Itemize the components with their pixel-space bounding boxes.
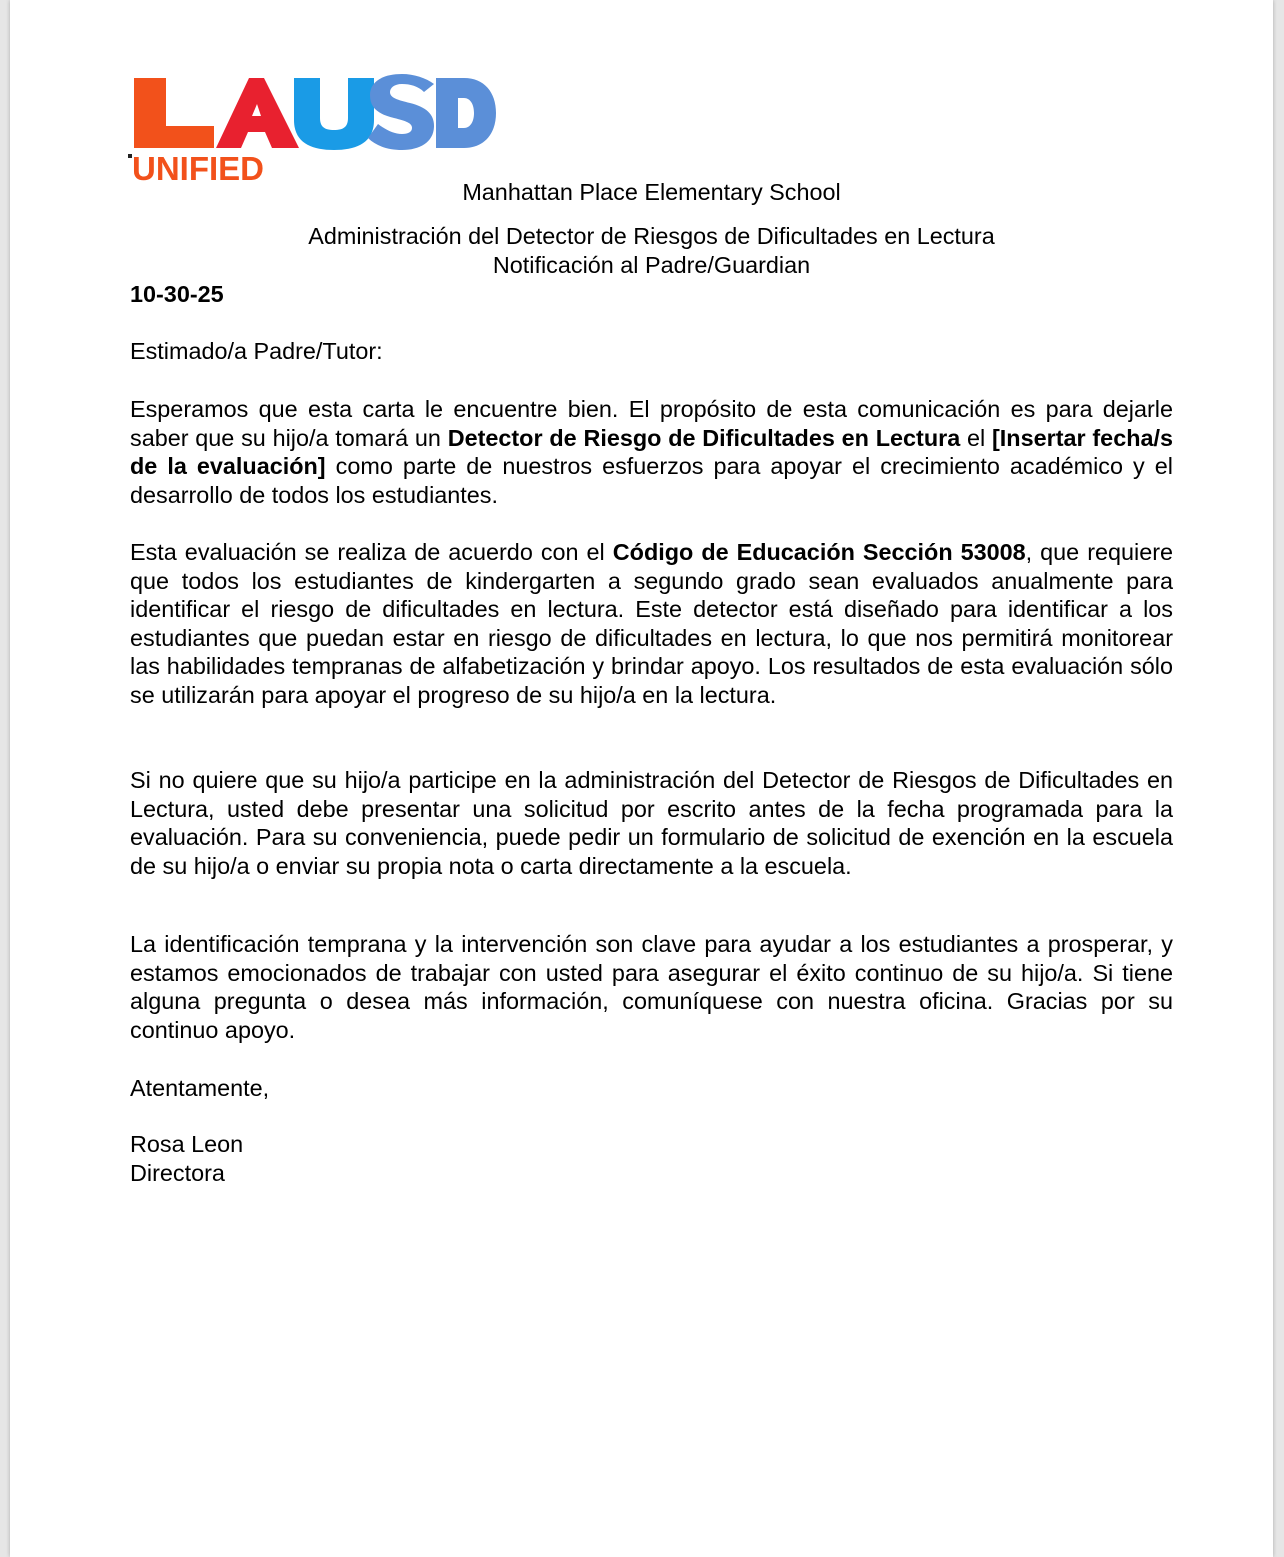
paragraph-1-text-c: como parte de nuestros esfuerzos para apoyar el crecimiento académico y el desarrollo de todos los estudiantes. xyxy=(130,453,1173,508)
paragraph-2-text-b: , que requiere que todos los estudiantes de kindergarten a segundo grado sean evaluados anualmente para identificar el riesgo de dificultades en lectura. Este detector está diseñado para identificar a los estudiantes que puedan estar en riesgo de dificultades en lectura, lo que nos permitirá monitorear las habilidades tempranas de alfabetización y brindar apoyo. Los resultados de esta evaluación sólo se utilizarán para apoyar el progreso de su hijo/a en la lectura. xyxy=(130,539,1174,708)
letter-date xyxy=(130,280,1173,309)
paragraph-1-bold-a: Detector de Riesgo de Dificultades en Lectura xyxy=(447,424,961,451)
closing: Atentamente, xyxy=(130,1075,270,1101)
letter-page xyxy=(10,0,1273,1557)
school-name: Manhattan Place Elementary School xyxy=(462,179,841,205)
signature-block xyxy=(130,1130,1173,1187)
document-title-line1: Administración del Detector de Riesgos de Dificultades en Lectura xyxy=(308,223,995,249)
paragraph-2 xyxy=(130,538,1173,710)
paragraph-2-bold-a: Código de Educación Sección 53008 xyxy=(612,539,1026,565)
paragraph-1-text-b: el xyxy=(960,424,993,451)
paragraph-1-text-a: Esperamos que esta carta le encuentre bien. El propósito de esta comunicación es para dejarle saber que su hijo/a tomará un xyxy=(130,396,1173,451)
logo-unified-text: UNIFIED xyxy=(132,150,264,187)
paragraph-4: La identificación temprana y la intervención son clave para ayudar a los estudiantes a prosperar, y estamos emocionados de trabajar con usted para asegurar el éxito continuo de su hijo/a. Si tiene alguna pregunta o desea más información, comuníquese con nuestra oficina. Gracias por su continuo apoyo. xyxy=(130,931,1173,1043)
greeting: Estimado/a Padre/Tutor: xyxy=(130,338,383,364)
lausd-unified-logo xyxy=(124,66,504,188)
date-value: 10-30-25 xyxy=(130,281,224,307)
signature-title: Directora xyxy=(130,1159,225,1186)
signature-name: Rosa Leon xyxy=(130,1131,244,1157)
paragraph-2-text-a: Esta evaluación se realiza de acuerdo con el xyxy=(130,539,613,565)
paragraph-3: Si no quiere que su hijo/a participe en la administración del Detector de Riesgos de Dificultades en Lectura, usted debe presentar una solicitud por escrito antes de la fecha programada para la evaluación. Para su conveniencia, puede pedir un formulario de solicitud de exención en la escuela de su hijo/a o enviar su propia nota o carta directamente a la escuela. xyxy=(130,767,1173,879)
document-title xyxy=(130,222,1173,279)
paragraph-1 xyxy=(130,395,1173,509)
paragraph-1-bold-b: [Insertar fecha/s de la evaluación] xyxy=(130,424,1174,480)
document-title-line2: Notificación al Padre/Guardian xyxy=(492,251,811,278)
